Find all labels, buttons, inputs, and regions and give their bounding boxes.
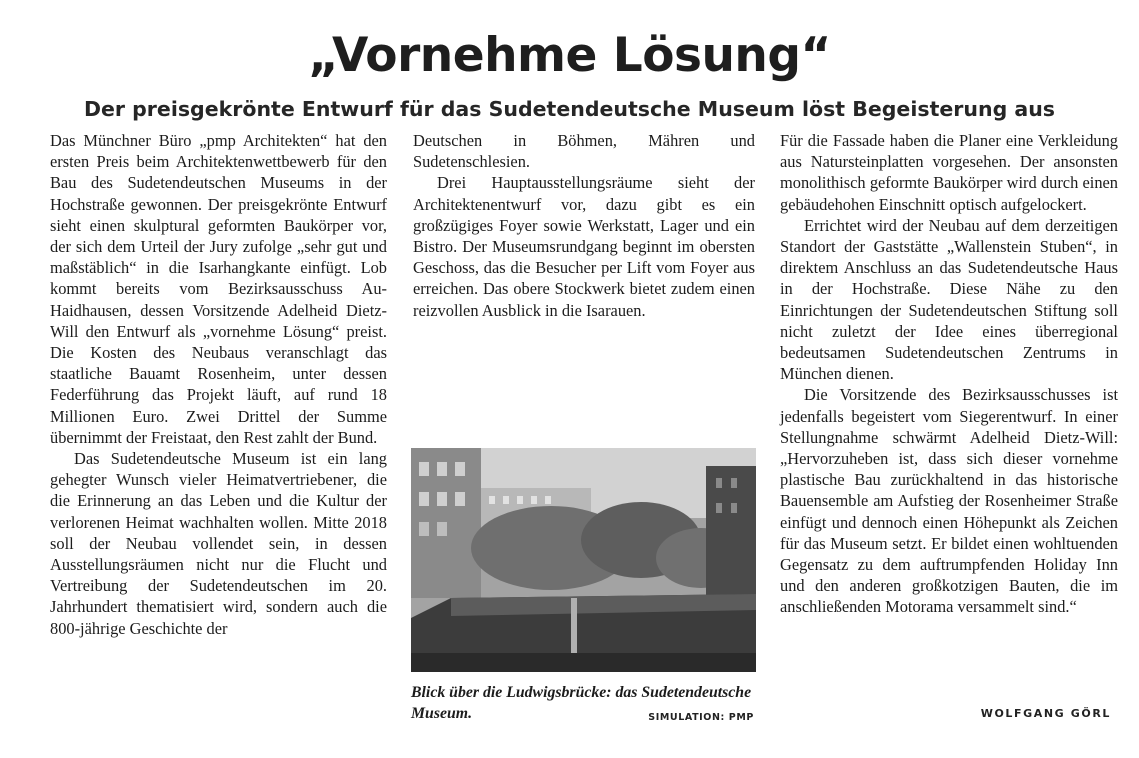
- caption-text: Blick über die Ludwigsbrücke: das Sudetendeutsche Museum.: [411, 684, 752, 722]
- text-column-2: [413, 130, 755, 321]
- text-column-3: [780, 130, 1118, 618]
- paragraph: Das Münchner Büro „pmp Architekten“ hat den ersten Preis beim Architektenwettbewerb für den Bau des Sudetendeutschen Museums in der Hochstraße gewonnen. Der preisgekrönte Entwurf sieht einen skulptural geformten Baukörper vor, der sich dem Urteil der Jury zufolge „sehr gut und maßstäblich“ in die Isarhangkante einfügt. Lob kommt bereits vom Bezirksausschuss Au-Haidhausen, dessen Vorsitzende Adelheid Dietz-Will den Entwurf als „vornehme Lösung“ preist. Die Kosten des Neubaus veranschlagt das staatliche Bauamt Rosenheim, unter dessen Federführung das Projekt läuft, auf rund 18 Millionen Euro. Zwei Drittel der Summe übernimmt der Freistaat, den Rest zahlt der Bund.: [50, 131, 387, 447]
- paragraph: Deutschen in Böhmen, Mähren und Sudetenschlesien.: [413, 131, 755, 172]
- article-subheadline: Der preisgekrönte Entwurf für das Sudetendeutsche Museum löst Begeisterung aus: [83, 97, 1056, 121]
- museum-simulation-photo: [411, 448, 756, 672]
- photo-credit: SIMULATION: PMP: [648, 712, 754, 723]
- paragraph: Für die Fassade haben die Planer eine Verkleidung aus Natursteinplatten vorgesehen. Der ansonsten monolithisch geformte Baukörper wird durch einen gebäudehohen Einschnitt optisch aufgelockert.: [780, 131, 1118, 214]
- article-headline: „Vornehme Lösung“: [308, 28, 831, 83]
- paragraph: Die Vorsitzende des Bezirksausschusses ist jedenfalls begeistert vom Siegerentwurf. In einer Stellungnahme schwärmt Adelheid Dietz-Will: „Hervorzuheben ist, dass sich dieser vornehme plastische Bau zurückhaltend in das historische Bauensemble am Aufstieg der Rosenheimer Straße einfügt und dennoch einen Höhepunkt als Zeichen für das Museum setzt. Er bildet einen wohltuenden Gegensatz zu dem auftrumpfenden Holiday Inn und den anderen großkotzigen Bauten, die im anschließenden Motorama versammelt sind.“: [780, 385, 1118, 617]
- paragraph: Errichtet wird der Neubau auf dem derzeitigen Standort der Gaststätte „Wallenstein Stuben“, in direktem Anschluss an das Sudetendeutsche Haus in der Hochstraße. Diese Nähe zu den Einrichtungen der Sudetendeutschen Stiftung soll nicht zuletzt der Idee eines überregional bedeutsamen Sudetendeutschen Zentrums in München dienen.: [780, 215, 1118, 384]
- paragraph: Drei Hauptausstellungsräume sieht der Architektenentwurf vor, dazu gibt es ein großzügiges Foyer sowie Werkstatt, Lager und ein Bistro. Der Museumsrundgang beginnt im obersten Geschoss, das die Besucher per Lift vom Foyer aus erreichen. Das obere Stockwerk bietet zudem einen reizvollen Ausblick in die Isarauen.: [413, 173, 755, 320]
- paragraph: Das Sudetendeutsche Museum ist ein lang gehegter Wunsch vieler Heimatvertriebener, die die Erinnerung an das Leben und die Kultur der verlorenen Heimat wachhalten wollen. Mitte 2018 soll der Neubau vollendet sein, in dessen Ausstellungsräumen nicht nur die Flucht und Vertreibung der Sudetendeutschen im 20. Jahrhundert thematisiert wird, sondern auch die 800-jährige Geschichte der: [50, 449, 387, 638]
- text-column-1: [50, 130, 387, 639]
- photo-caption: [411, 682, 756, 724]
- author-byline: WOLFGANG GÖRL: [980, 707, 1111, 720]
- photo-illustration: [411, 448, 756, 672]
